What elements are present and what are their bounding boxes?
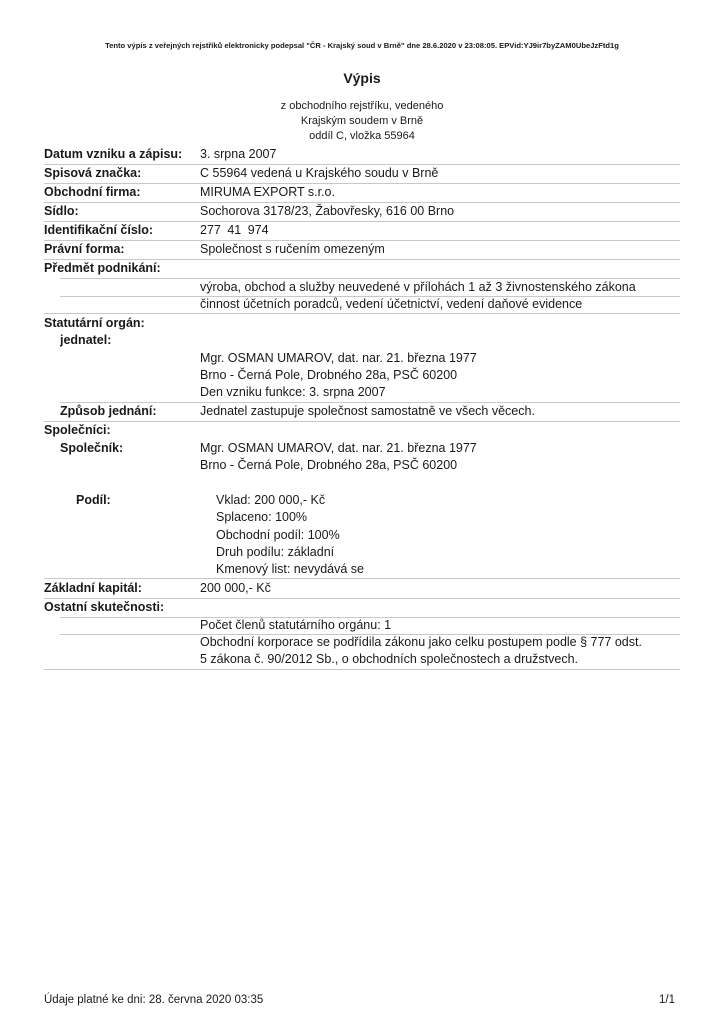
- rule: [44, 221, 680, 222]
- rule: [60, 278, 680, 279]
- subtitle-line-2: Krajským soudem v Brně: [300, 115, 424, 127]
- sidlo-label: Sídlo:: [44, 204, 79, 218]
- spisova-value: C 55964 vedená u Krajského soudu v Brně: [200, 166, 439, 180]
- datum-value: 3. srpna 2007: [200, 147, 277, 161]
- kapital-label: Základní kapitál:: [44, 581, 142, 595]
- datum-label: Datum vzniku a zápisu:: [44, 147, 183, 161]
- ostatni-item-1: Počet členů statutárního orgánu: 1: [200, 618, 392, 632]
- ostatni-label: Ostatní skutečnosti:: [44, 600, 165, 614]
- podil-line-1: Vklad: 200 000,- Kč: [216, 493, 326, 507]
- podil-line-5: Kmenový list: nevydává se: [216, 562, 364, 576]
- validity-date: Údaje platné ke dni: 28. června 2020 03:35: [44, 994, 264, 1006]
- podil-line-3: Obchodní podíl: 100%: [216, 528, 340, 542]
- ico-label: Identifikační číslo:: [44, 223, 154, 237]
- podil-line-4: Druh podílu: základní: [216, 545, 335, 559]
- document-title: Výpis: [343, 70, 381, 86]
- zpusob-label: Způsob jednání:: [60, 404, 157, 418]
- rule: [44, 598, 680, 599]
- rule: [44, 313, 680, 314]
- rule: [60, 402, 680, 403]
- subtitle-line-1: z obchodního rejstříku, vedeného: [280, 100, 444, 112]
- ostatni-item-2-line-1: Obchodní korporace se podřídila zákonu jako celku postupem podle § 777 odst.: [200, 635, 642, 649]
- spisova-label: Spisová značka:: [44, 166, 142, 180]
- subtitle-line-3: oddíl C, vložka 55964: [309, 130, 415, 142]
- rule: [44, 578, 680, 579]
- forma-value: Společnost s ručením omezeným: [200, 242, 385, 256]
- predmet-item-1: výroba, obchod a služby neuvedené v přílohách 1 až 3 živnostenského zákona: [200, 280, 636, 294]
- jednatel-line-2: Brno - Černá Pole, Drobného 28a, PSČ 60200: [200, 368, 458, 382]
- ico-value: 277 41 974: [200, 223, 269, 237]
- spolecnici-label: Společníci:: [44, 423, 111, 437]
- predmet-item-2: činnost účetních poradců, vedení účetnictví, vedení daňové evidence: [200, 297, 583, 311]
- firma-label: Obchodní firma:: [44, 185, 141, 199]
- rule: [44, 202, 680, 203]
- rule: [44, 259, 680, 260]
- podil-label: Podíl:: [76, 493, 111, 507]
- rule: [44, 183, 680, 184]
- statutar-label: Statutární orgán:: [44, 316, 145, 330]
- rule: [44, 669, 680, 670]
- sidlo-value: Sochorova 3178/23, Žabovřesky, 616 00 Brno: [200, 204, 455, 218]
- jednatel-label: jednatel:: [60, 333, 112, 347]
- predmet-label: Předmět podnikání:: [44, 261, 161, 275]
- forma-label: Právní forma:: [44, 242, 125, 256]
- kapital-value: 200 000,- Kč: [200, 581, 271, 595]
- jednatel-line-1: Mgr. OSMAN UMAROV, dat. nar. 21. března 1977: [200, 351, 477, 365]
- page-number: 1/1: [659, 994, 675, 1006]
- podil-line-2: Splaceno: 100%: [216, 510, 308, 524]
- rule: [44, 240, 680, 241]
- rule: [44, 421, 680, 422]
- spolecnik-line-2: Brno - Černá Pole, Drobného 28a, PSČ 60200: [200, 458, 458, 472]
- jednatel-line-3: Den vzniku funkce: 3. srpna 2007: [200, 385, 386, 399]
- signature-note: Tento výpis z veřejných rejstříků elektronicky podepsal "ČR - Krajský soud v Brně" dne 28.6.2020 v 23:08:05. EPVid:YJ9ir7byZAM0UbeJzFtd1g: [105, 41, 619, 50]
- rule: [44, 164, 680, 165]
- ostatni-item-2-line-2: 5 zákona č. 90/2012 Sb., o obchodních společnostech a družstvech.: [200, 652, 579, 666]
- spolecnik-line-1: Mgr. OSMAN UMAROV, dat. nar. 21. března 1977: [200, 441, 477, 455]
- firma-value: MIRUMA EXPORT s.r.o.: [200, 185, 335, 199]
- zpusob-value: Jednatel zastupuje společnost samostatně ve všech věcech.: [200, 404, 535, 418]
- spolecnik-label: Společník:: [60, 441, 124, 455]
